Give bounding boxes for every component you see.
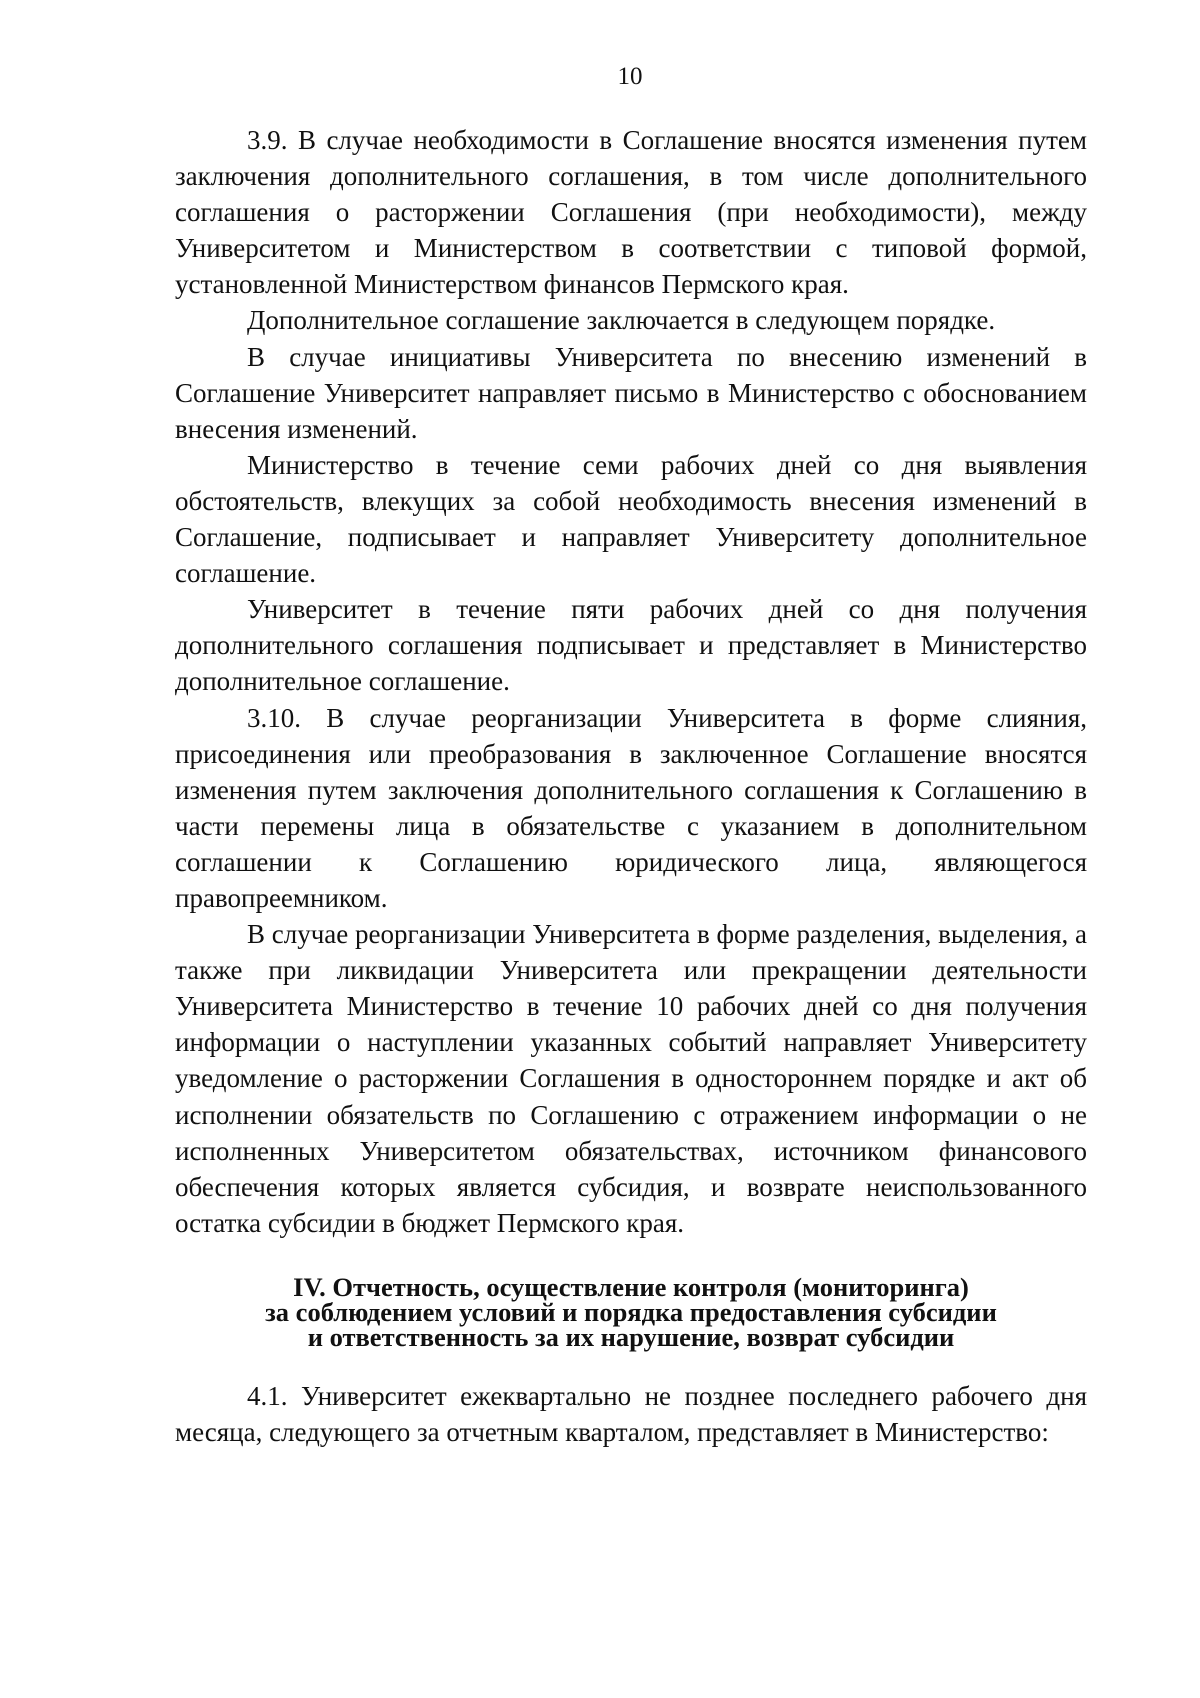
paragraph-3-9: 3.9. В случае необходимости в Соглашение вносятся изменения путем заключения дополнительного соглашения, в том числе дополнительного соглашения о расторжении Соглашения (при необходимости), между Университетом и Министерством в соответствии с типовой формой, установленной Министерством финансов Пермского края. [175,125,1087,300]
section-heading-line-2: за соблюдением условий и порядка предоставления субсидии [265,1296,997,1327]
paragraph-university-signing: Университет в течение пяти рабочих дней со дня получения дополнительного соглашения подписывает и представляет в Министерство дополнительное соглашение. [175,594,1087,697]
paragraph-university-initiative: В случае инициативы Университета по внесению изменений в Соглашение Университет направляет письмо в Министерство с обоснованием внесения изменений. [175,341,1087,444]
paragraph-3-10: 3.10. В случае реорганизации Университета в форме слияния, присоединения или преобразования в заключенное Соглашение вносятся изменения путем заключения дополнительного соглашения к Соглашению в части перемены лица в обязательстве с указанием в дополнительном соглашении к Соглашению юридического лица, являющегося правопреемником. [175,702,1087,913]
section-heading-line-1: IV. Отчетность, осуществление контроля (мониторинга) [293,1271,969,1302]
section-heading-line-3: и ответственность за их нарушение, возврат субсидии [307,1321,955,1352]
page-number: 10 [617,63,643,90]
paragraph-ministry-signing: Министерство в течение семи рабочих дней со дня выявления обстоятельств, влекущих за собой необходимость внесения изменений в Соглашение, подписывает и направляет Университету дополнительное соглашение. [175,449,1087,589]
section-heading-iv [175,1271,1087,1352]
document-body [175,122,1087,1450]
paragraph-4-1: 4.1. Университет ежеквартально не позднее последнего рабочего дня месяца, следующего за отчетным кварталом, представляет в Министерство: [175,1380,1087,1447]
paragraph-additional-agreement-order: Дополнительное соглашение заключается в следующем порядке. [247,305,996,336]
paragraph-reorganization-termination: В случае реорганизации Университета в форме разделения, выделения, а также при ликвидации Университета или прекращении деятельности Университета Министерство в течение 10 рабочих дней со дня получения информации о наступлении указанных событий направляет Университету уведомление о расторжении Соглашения в одностороннем порядке и акт об исполнении обязательств по Соглашению с отражением информации о не исполненных Университетом обязательствах, источником финансового обеспечения которых является субсидия, и возврате неиспользованного остатка субсидии в бюджет Пермского края. [175,919,1087,1238]
